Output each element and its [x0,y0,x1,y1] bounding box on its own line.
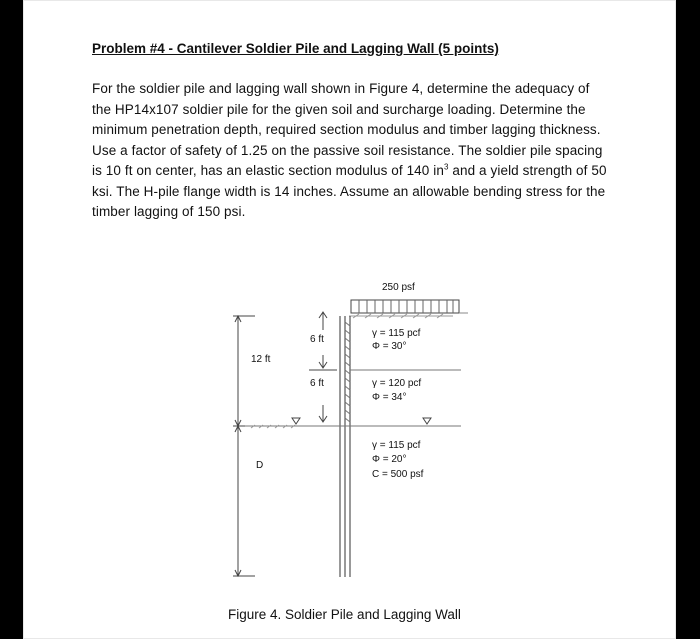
layer1-friction-angle: Φ = 30° [372,341,407,352]
layer2-unit-weight: γ = 120 pcf [372,378,422,389]
ground-surface-hatch [349,314,453,318]
surcharge-load-block [351,300,468,313]
timber-lagging [345,322,350,422]
layer3-cohesion: C = 500 psf [372,469,424,480]
superscript-3: 3 [443,162,449,172]
document-page [23,0,676,639]
figure-caption: Figure 4. Soldier Pile and Lagging Wall [228,607,461,622]
dimension-line-inner [309,312,337,422]
problem-text-part1: For the soldier pile and lagging wall shown in Figure 4, determine the adequacy of the HP14x107 soldier pile for the given soil and surcharge loading. Determine the minimum penetration depth, required section modulus and timber lagging thickness. Use a factor of safety of 1.25 on the passive soil resistance. The soldier pile spacing is 10 ft on center, has an elastic section modulus of 140 in [92,81,603,178]
layer3-unit-weight: γ = 115 pcf [372,440,421,451]
surcharge-label: 250 psf [382,282,415,293]
dimension-12ft-label: 12 ft [251,354,271,365]
layer2-friction-angle: Φ = 34° [372,392,407,403]
water-table-icon-left [292,418,300,424]
layer1-unit-weight: γ = 115 pcf [372,328,421,339]
dimension-upper-6ft-label: 6 ft [310,334,324,345]
problem-text-part2: and a yield strength of 50 ksi. The H-pile flange width is 14 inches. Assume an allowable bending stress for the timber lagging of 150 psi. [92,163,607,219]
dimension-lower-6ft-label: 6 ft [310,378,324,389]
embedment-depth-label: D [256,460,264,471]
soldier-pile [340,316,350,577]
problem-title: Problem #4 - Cantilever Soldier Pile and Lagging Wall (5 points) [92,41,499,56]
soldier-pile-figure [23,0,676,639]
water-table-icon-right [423,418,431,424]
layer3-friction-angle: Φ = 20° [372,454,407,465]
